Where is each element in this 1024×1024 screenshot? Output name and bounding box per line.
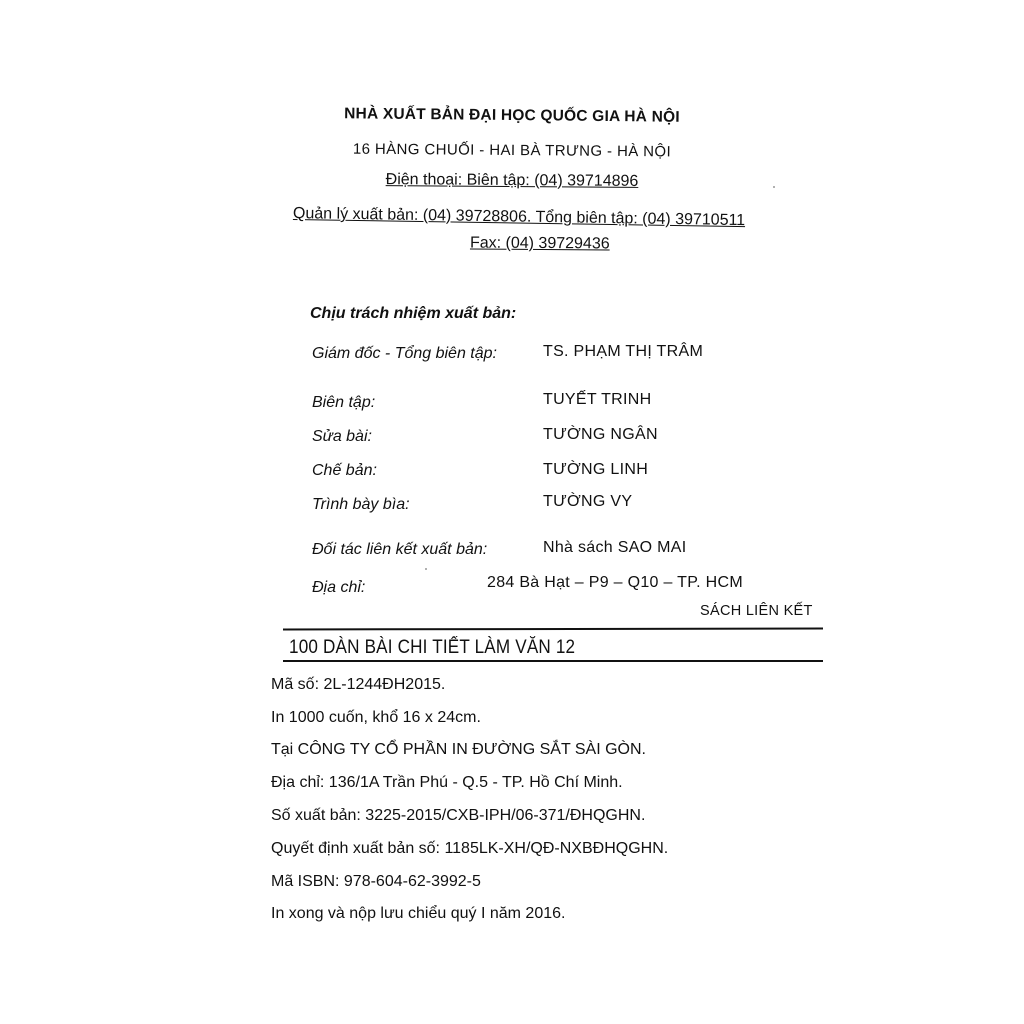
cover-designer-value: TƯỜNG VY [543, 493, 633, 510]
editor-label: Biên tập: [312, 394, 376, 411]
editor-value: TUYẾT TRINH [543, 391, 652, 408]
linked-book-tag: SÁCH LIÊN KẾT [700, 603, 813, 619]
isbn: Mã ISBN: 978-604-62-3992-5 [271, 873, 481, 890]
publisher-address: 16 HÀNG CHUỐI - HAI BÀ TRƯNG - HÀ NỘI [352, 140, 672, 161]
cover-designer-label: Trình bày bìa: [312, 496, 410, 513]
partner-value: Nhà sách SAO MAI [543, 539, 687, 556]
publication-decision: Quyết định xuất bản số: 1185LK-XH/QĐ-NXBĐHQGHN. [271, 840, 669, 857]
typesetter-label: Chế bản: [312, 462, 377, 479]
printing-quantity: In 1000 cuốn, khổ 16 x 24cm. [271, 709, 481, 726]
partner-address-value: 284 Bà Hạt – P9 – Q10 – TP. HCM [487, 574, 743, 591]
partner-label: Đối tác liên kết xuất bản: [312, 541, 488, 558]
printing-company: Tại CÔNG TY CỔ PHẦN IN ĐƯỜNG SẮT SÀI GÒN. [271, 741, 646, 758]
director-value: TS. PHẠM THỊ TRÂM [543, 343, 704, 360]
deposit-note: In xong và nộp lưu chiểu quý I năm 2016. [271, 905, 566, 922]
director-label: Giám đốc - Tổng biên tập: [312, 345, 497, 362]
book-title: 100 DÀN BÀI CHI TIẾT LÀM VĂN 12 [289, 637, 576, 658]
partner-address-label: Địa chỉ: [312, 579, 366, 596]
typesetter-value: TƯỜNG LINH [543, 461, 649, 478]
responsibility-heading: Chịu trách nhiệm xuất bản: [310, 305, 517, 322]
publisher-name: NHÀ XUẤT BẢN ĐẠI HỌC QUỐC GIA HÀ NỘI [344, 105, 680, 126]
publisher-phone: Điện thoại: Biên tập: (04) 39714896 [385, 171, 639, 190]
title-rule-top [283, 628, 823, 631]
proofreader-value: TƯỜNG NGÂN [543, 426, 658, 443]
publication-number: Số xuất bản: 3225-2015/CXB-IPH/06-371/ĐHQGHN. [271, 807, 646, 824]
printing-code: Mã số: 2L-1244ĐH2015. [271, 676, 446, 693]
printing-address: Địa chỉ: 136/1A Trần Phú - Q.5 - TP. Hồ Chí Minh. [271, 774, 623, 791]
proofreader-label: Sửa bài: [312, 428, 372, 445]
publisher-management-phones: Quản lý xuất bản: (04) 39728806. Tổng biên tập: (04) 39710511 [292, 205, 746, 230]
scan-speck [773, 186, 775, 188]
title-rule-bottom [283, 660, 823, 662]
scan-speck [425, 568, 427, 570]
publisher-fax: Fax: (04) 39729436 [469, 234, 610, 253]
